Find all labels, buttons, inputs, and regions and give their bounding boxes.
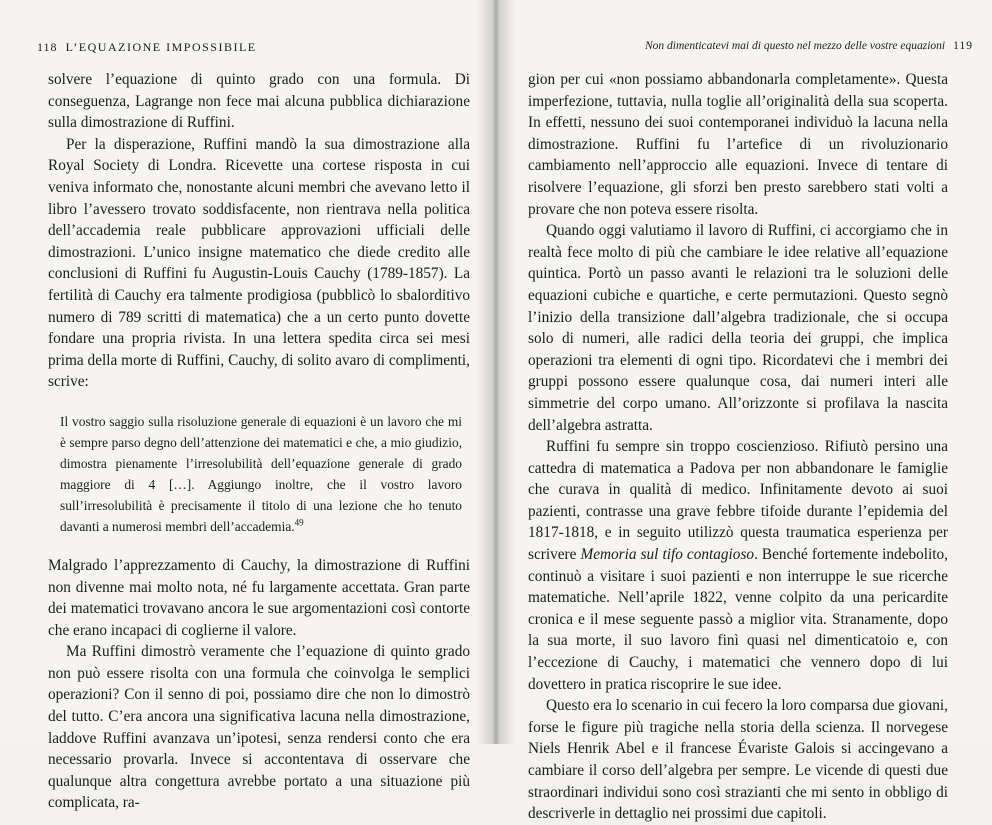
paragraph: Questo era lo scenario in cui fecero la loro comparsa due giovani, forse le figure più tragiche nella storia della scienza. Il norvegese Niels Henrik Abel e il francese Évariste Galois si accingevano a cambiare il corso dell’algebra per sempre. Le vicende di questi due straordinari individui sono così strazianti che mi sento in obbligo di descriverle in dettaglio nei prossimi due capitoli. [528, 697, 948, 823]
paragraph-text: . Benché fortemente indebolito, continuò a visitare i suoi pazienti e non interruppe le sue ricerche matematiche. Nell’aprile 1822, venne colpito da una pericardite cronica e il mese seguente passò a miglior vita. Stranamente, dopo la sua morte, il suo lavoro finì quasi nel dimenticatoio e, con l’eccezione di Cauchy, i matematici che vennero dopo di lui dovettero in pratica riscoprire le sue idee. [528, 546, 948, 693]
left-page-number: 118 [37, 40, 58, 54]
book-title-italic: Memoria sul tifo contagioso [580, 546, 755, 564]
paragraph: gion per cui «non possiamo abbandonarla completamente». Questa imperfezione, tuttavia, nulla toglie all’originalità della sua scoperta. In effetti, nessuno dei suoi contemporanei individuò la lacuna nella dimostrazione. Ruffini fu l’artefice di un rivoluzionario cambiamento nell’approccio alle equazioni. Invece di tentare di risolvere l’equazione, gli sforzi ben presto sarebbero stati volti a provare che non poteva essere risolta. [528, 71, 948, 218]
right-page-header [645, 40, 973, 52]
right-page-body [528, 69, 948, 825]
footnote-marker: 49 [294, 517, 304, 528]
block-quote [60, 411, 462, 537]
left-page-body [48, 69, 470, 814]
paragraph: Ma Ruffini dimostrò veramente che l’equazione di quinto grado non può essere risolta con una formula che coinvolga le semplici operazioni? Con il senno di poi, possiamo dire che non lo dimostrò del tutto. C’era ancora una significativa lacuna nella dimostrazione, laddove Ruffini avanzava un’ipotesi, senza rendersi conto che era necessario provarla. Invece si accontentava di osservare che qualunque altra congettura avrebbe portato a una situazione più complicata, ra- [48, 643, 470, 812]
paragraph: Per la disperazione, Ruffini mandò la sua dimostrazione alla Royal Society di Londra. Ricevette una cortese risposta in cui veniva informato che, nonostante alcuni membri che avevano letto il libro l’avessero trovato soddisfacente, non rientrava nella politica dell’accademia reale pubblicare approvazioni ufficiali delle dimostrazioni. L’unico insigne matematico che diede credito alle conclusioni di Ruffini fu Augustin-Louis Cauchy (1789-1857). La fertilità di Cauchy era talmente prodigiosa (pubblicò lo sbalorditivo numero di 789 scritti di matematica) che a un certo punto dovette fondare una propria rivista. In una lettera spedita circa sei mesi prima della morte di Ruffini, Cauchy, di solito avaro di complimenti, scrive: [48, 135, 470, 391]
right-page-number: 119 [953, 40, 973, 52]
left-page-header [37, 40, 257, 55]
paragraph: Malgrado l’apprezzamento di Cauchy, la dimostrazione di Ruffini non divenne mai molto nota, né fu largamente accettata. Gran parte dei matematici trovavano ancora le sue argomentazioni così contorte che erano incapaci di coglierne il valore. [48, 556, 470, 639]
left-running-title: L’EQUAZIONE IMPOSSIBILE [65, 40, 257, 54]
right-running-title: Non dimenticatevi mai di questo nel mezzo delle vostre equazioni [645, 40, 946, 52]
paragraph: solvere l’equazione di quinto grado con una formula. Di conseguenza, Lagrange non fece mai alcuna pubblica dichiarazione sulla dimostrazione di Ruffini. [48, 71, 470, 132]
paragraph [528, 436, 948, 695]
book-gutter [476, 0, 516, 744]
quote-text: Il vostro saggio sulla risoluzione generale di equazioni è un lavoro che mi è sempre parso degno dell’attenzione dei matematici e che, a mio giudizio, dimostra pienamente l’irresolubilità dell’equazione generale di grado maggiore di 4 […]. Aggiungo inoltre, che il vostro lavoro sull’irresolubilità è precisamente il titolo di una lezione che ho tenuto davanti a numerosi membri dell’accademia. [60, 413, 462, 534]
paragraph: Quando oggi valutiamo il lavoro di Ruffini, ci accorgiamo che in realtà fece molto di più che cambiare le idee relative all’equazione quintica. Portò un passo avanti le relazioni tra le soluzioni delle equazioni cubiche e quartiche, e certe permutazioni. Questo segnò l’inizio della transizione dall’algebra tradizionale, che si occupa solo di numeri, alle radici della teoria dei gruppi, che implica operazioni tra elementi di ogni tipo. Ricordatevi che i membri dei gruppi possono essere qualunque cosa, dai numeri interi alle simmetrie del corpo umano. All’orizzonte si profilava la nascita dell’algebra astratta. [528, 222, 948, 434]
paragraph-text: Ruffini fu sempre sin troppo coscienzioso. Rifiutò persino una cattedra di matematica a Padova per non abbandonare le famiglie che curava in qualità di medico. Infinitamente devoto ai suoi pazienti, contrasse una grave febbre tifoide durante l’epidemia del 1817-1818, e in seguito utilizzò questa traumatica esperienza per scrivere [528, 438, 948, 564]
